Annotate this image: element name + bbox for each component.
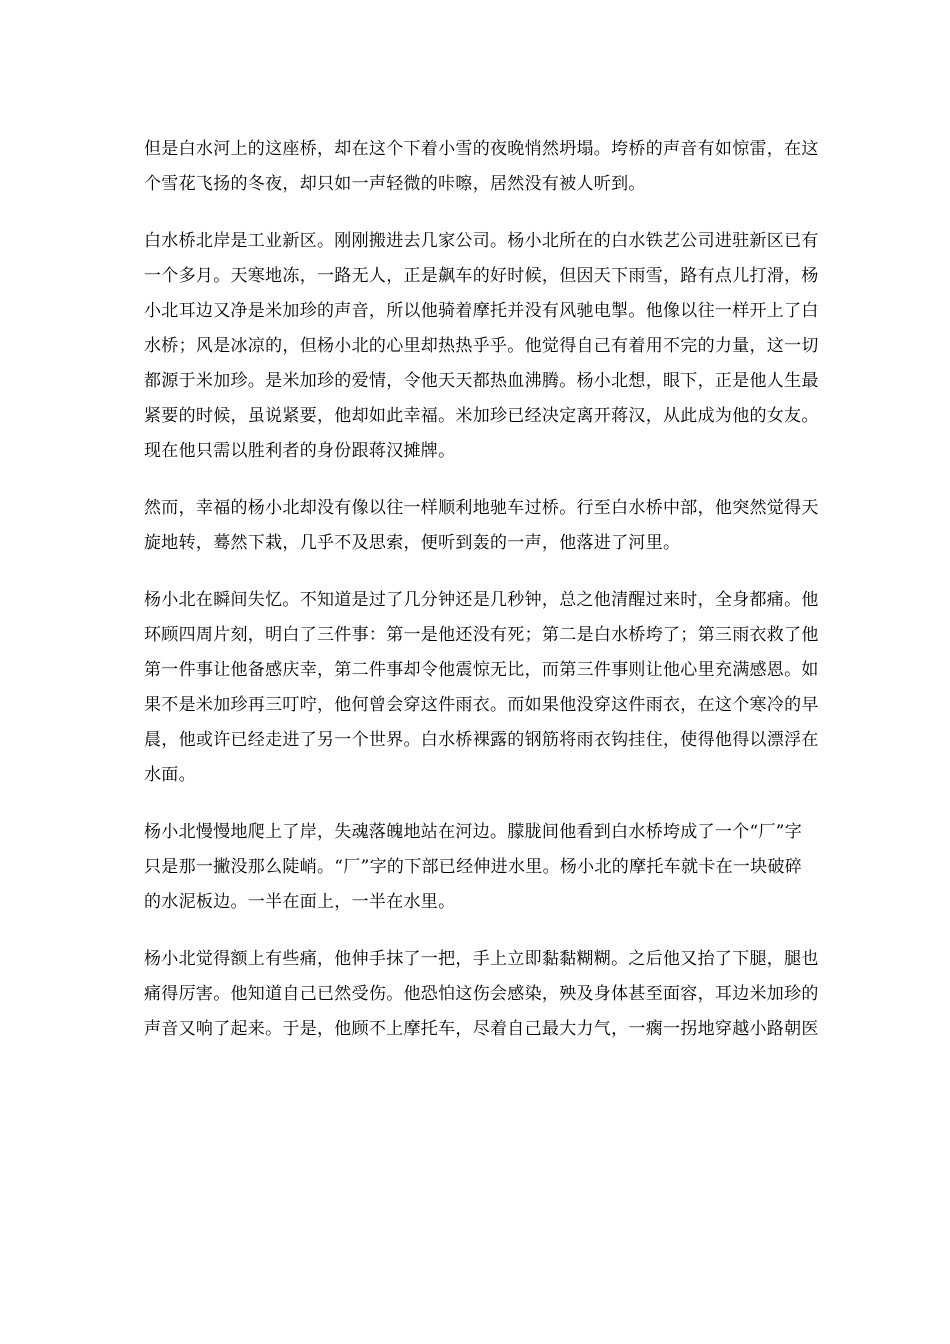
text-line: 晨，他或许已经走进了另一个世界。白水桥裸露的钢筋将雨衣钩挂住，使得他得以漂浮在 <box>144 730 819 750</box>
text-line: 白水桥北岸是工业新区。刚刚搬进去几家公司。杨小北所在的白水铁艺公司进驻新区已有 <box>144 231 819 251</box>
text-line: 水面。 <box>144 765 196 785</box>
document-page <box>144 132 819 1069</box>
paragraph-5 <box>144 815 808 920</box>
paragraph-1 <box>144 132 819 202</box>
text-line: 环顾四周片刻，明白了三件事：第一是他还没有死；第二是白水桥垮了；第三雨衣救了他 <box>144 625 819 645</box>
text-line: 紧要的时候，虽说紧要，他却如此幸福。米加珍已经决定离开蒋汉，从此成为他的女友。 <box>144 406 819 426</box>
text-line: 的水泥板边。一半在面上，一半在水里。 <box>144 892 456 912</box>
text-line: 旋地转，蓦然下栽，几乎不及思索，便听到轰的一声，他落进了河里。 <box>144 533 681 553</box>
text-line: 都源于米加珍。是米加珍的爱情，令他天天都热血沸腾。杨小北想，眼下，正是他人生最 <box>144 371 819 391</box>
paragraph-3 <box>144 491 819 561</box>
text-line: 现在他只需以胜利者的身份跟蒋汉摊牌。 <box>144 441 456 461</box>
text-line: 痛得厉害。他知道自己已然受伤。他恐怕这伤会感染，殃及身体甚至面容，耳边米加珍的 <box>144 984 819 1004</box>
text-line: 第一件事让他备感庆幸，第二件事却令他震惊无比，而第三件事则让他心里充满感恩。如 <box>144 660 819 680</box>
text-line: 只是那一撇没那么陡峭。“厂”字的下部已经伸进水里。杨小北的摩托车就卡在一块破碎 <box>144 857 803 877</box>
text-line: 声音又响了起来。于是，他顾不上摩托车，尽着自己最大力气，一瘸一拐地穿越小路朝医 <box>144 1019 819 1039</box>
text-line: 杨小北觉得额上有些痛，他伸手抹了一把，手上立即黏黏糊糊。之后他又抬了下腿，腿也 <box>144 949 819 969</box>
paragraph-6 <box>144 942 819 1047</box>
text-line: 果不是米加珍再三叮咛，他何曾会穿这件雨衣。而如果他没穿这件雨衣，在这个寒冷的早 <box>144 695 819 715</box>
text-line: 然而，幸福的杨小北却没有像以往一样顺利地驰车过桥。行至白水桥中部，他突然觉得天 <box>144 498 819 518</box>
text-line: 杨小北慢慢地爬上了岸，失魂落魄地站在河边。朦胧间他看到白水桥垮成了一个“厂”字 <box>144 822 803 842</box>
paragraph-4 <box>144 583 819 793</box>
text-line: 杨小北在瞬间失忆。不知道是过了几分钟还是几秒钟，总之他清醒过来时，全身都痛。他 <box>144 590 819 610</box>
text-line: 小北耳边又净是米加珍的声音，所以他骑着摩托并没有风驰电掣。他像以往一样开上了白 <box>144 301 819 321</box>
paragraph-2 <box>144 224 819 469</box>
text-line: 个雪花飞扬的冬夜，却只如一声轻微的咔嚓，居然没有被人听到。 <box>144 174 646 194</box>
text-line: 水桥；风是冰凉的，但杨小北的心里却热热乎乎。他觉得自己有着用不完的力量，这一切 <box>144 336 819 356</box>
text-line: 但是白水河上的这座桥，却在这个下着小雪的夜晚悄然坍塌。垮桥的声音有如惊雷，在这 <box>144 139 819 159</box>
text-line: 一个多月。天寒地冻，一路无人，正是飙车的好时候，但因天下雨雪，路有点儿打滑，杨 <box>144 266 819 286</box>
